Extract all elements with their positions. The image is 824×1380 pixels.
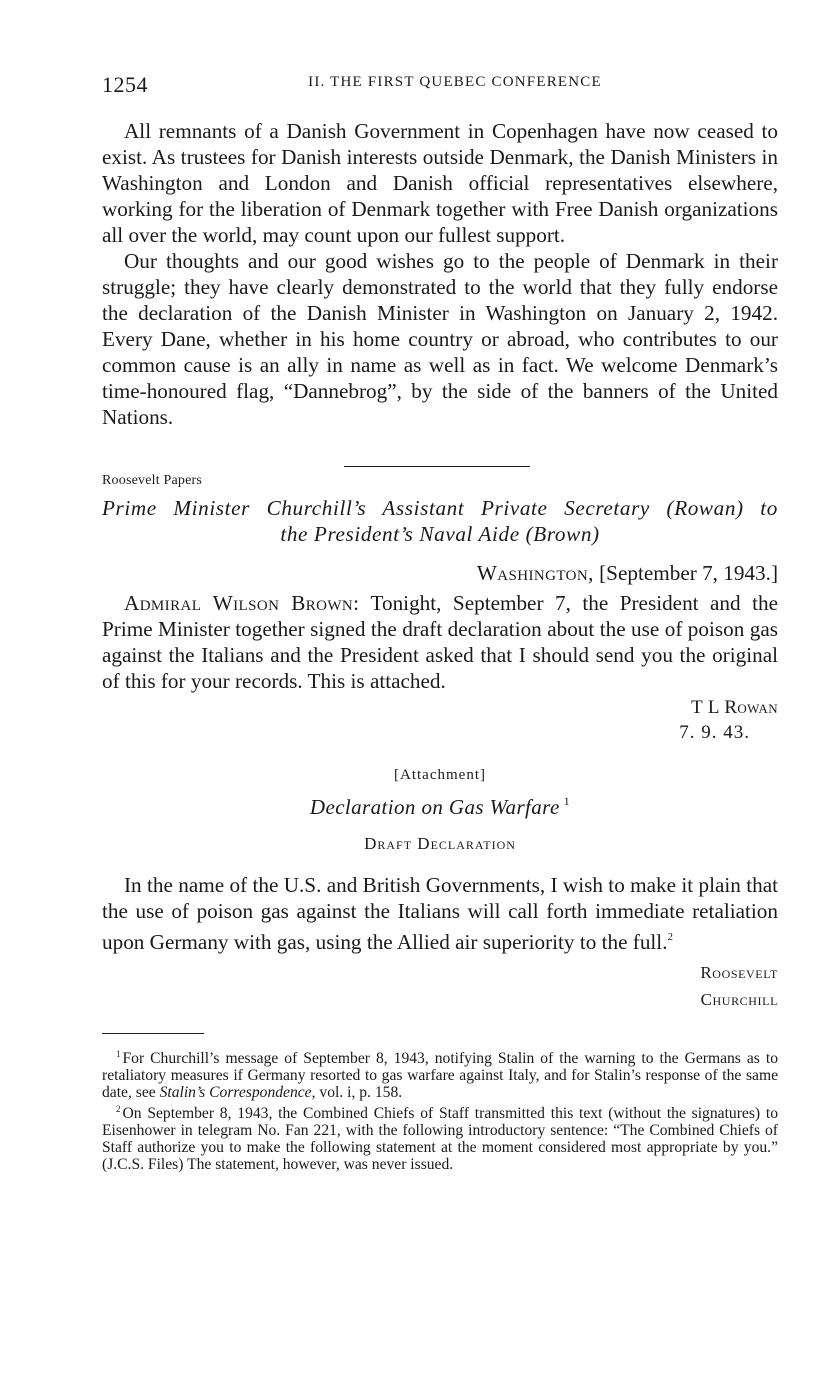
- declaration-body: In the name of the U.S. and British Governments, I wish to make it plain that the use of poison gas against the Italians will call forth immediate retaliation upon Germany with gas, using the Allied air superiority to the full.: [102, 873, 778, 954]
- dateline: [102, 561, 778, 586]
- document-heading-line-1: Prime Minister Churchill’s Assistant Private Secretary (Rowan) to: [102, 496, 778, 520]
- document-page: [102, 70, 778, 1173]
- body-paragraph-2: Our thoughts and our good wishes go to the people of Denmark in their struggle; they have clearly demonstrated to the world that they fully endorse the declaration of the Danish Minister in Washington on January 2, 1942. Every Dane, whether in his home country or abroad, who contributes to our common cause is an ally in name as well as in fact. We welcome Denmark’s time-honoured flag, “Dannebrog”, by the side of the banners of the United Nations.: [102, 249, 778, 429]
- footnote-1-text-after: , vol. i, p. 158.: [311, 1084, 403, 1101]
- signers: [102, 959, 778, 1013]
- footnote-1-italic: Stalin’s Correspondence: [159, 1084, 312, 1101]
- attachment-label: [Attachment]: [394, 767, 486, 783]
- document-heading-line-2: the President’s Naval Aide (Brown): [280, 522, 600, 546]
- salutation: Admiral Wilson Brown:: [124, 591, 360, 615]
- footnote-ref-1: 1: [563, 794, 571, 808]
- running-head: [102, 70, 778, 100]
- signature: T L Rowan: [691, 697, 778, 718]
- footnote-2: [102, 1101, 778, 1173]
- declaration-title: [102, 794, 778, 820]
- footnote-2-text: On September 8, 1943, the Combined Chiefs of Staff transmitted this text (without the signatures) to Eisenhower in telegram No. Fan 221, with the following introductory sentence: “The Combined Chiefs of Staff authorize you to make the following statement at the moment considered most appropriate by you.” (J.C.S. Files) The statement, however, was never issued.: [102, 1105, 778, 1173]
- signature-date: 7. 9. 43.: [679, 722, 750, 743]
- page-number: 1254: [102, 72, 148, 97]
- dateline-date: [September 7, 1943.]: [599, 561, 778, 585]
- footnote-1-marker: 1: [116, 1049, 121, 1059]
- document-heading: [102, 495, 778, 547]
- letter-body: [102, 590, 778, 694]
- draft-declaration-heading: Draft Declaration: [364, 834, 516, 853]
- declaration-title-text: Declaration on Gas Warfare: [309, 795, 560, 819]
- body-paragraph-1: All remnants of a Danish Government in Copenhagen have now ceased to exist. As trustees for Danish interests outside Denmark, the Danish Ministers in Washington and London and Danish official representatives elsewhere, working for the liberation of Denmark together with Free Danish organizations all over the world, may count upon our fullest support.: [102, 119, 778, 247]
- footnotes: [102, 1046, 778, 1173]
- signer-roosevelt: Roosevelt: [700, 963, 778, 982]
- source-label: Roosevelt Papers: [102, 473, 203, 488]
- footnote-2-marker: 2: [116, 1104, 121, 1114]
- signer-churchill: Churchill: [700, 990, 778, 1009]
- footnote-ref-2: 2: [667, 931, 673, 943]
- section-divider: [344, 466, 530, 467]
- running-title: II. THE FIRST QUEBEC CONFERENCE: [308, 74, 602, 90]
- footnote-rule: [102, 1033, 204, 1034]
- letter-text: Tonight, September 7, the President and the Prime Minister together signed the draft declaration about the use of poison gas against the Italians and the President asked that I should send you the original of this for your records. This is attached.: [102, 591, 778, 693]
- dateline-place: Washington,: [476, 561, 594, 585]
- footnote-1-text: For Churchill’s message of September 8, 1943, notifying Stalin of the warning to the Germans as to retaliatory measures if Germany resorted to gas warfare against Italy, and for Stalin’s response of the same date, see: [102, 1050, 778, 1101]
- footnote-1: [102, 1046, 778, 1101]
- declaration-text: [102, 872, 778, 955]
